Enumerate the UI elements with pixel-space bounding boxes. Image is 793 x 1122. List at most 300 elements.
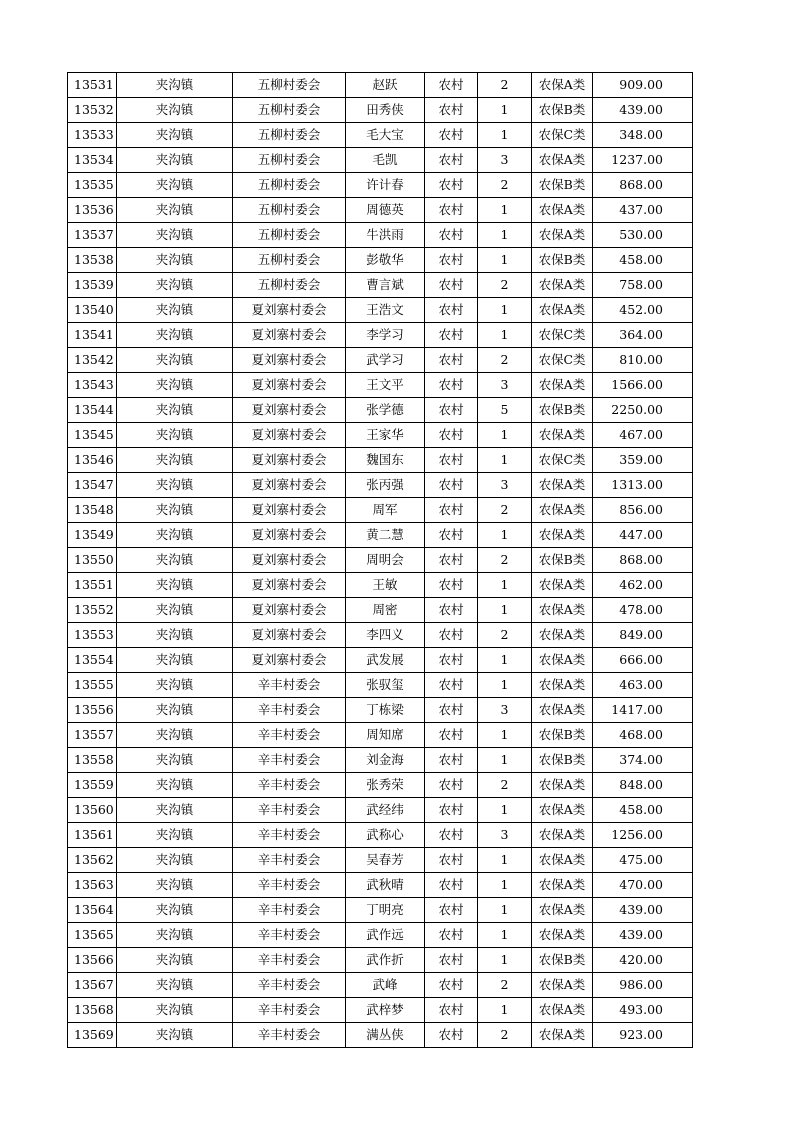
- household-type-cell: 农村: [425, 873, 478, 898]
- table-row: [68, 173, 693, 198]
- household-type-cell: 农村: [425, 98, 478, 123]
- person-name-cell: 武发展: [346, 648, 425, 673]
- household-type-cell: 农村: [425, 473, 478, 498]
- insurance-category-cell: 农保B类: [532, 173, 593, 198]
- table-row: [68, 423, 693, 448]
- member-count-cell: 2: [478, 623, 532, 648]
- table-row: [68, 298, 693, 323]
- serial-number-cell: 13565: [68, 923, 117, 948]
- household-type-cell: 农村: [425, 548, 478, 573]
- insurance-category-cell: 农保A类: [532, 223, 593, 248]
- serial-number-cell: 13566: [68, 948, 117, 973]
- village-committee-cell: 辛丰村委会: [233, 1023, 346, 1048]
- serial-number-cell: 13534: [68, 148, 117, 173]
- insurance-category-cell: 农保A类: [532, 198, 593, 223]
- village-committee-cell: 夏刘寨村委会: [233, 398, 346, 423]
- village-committee-cell: 五柳村委会: [233, 148, 346, 173]
- household-type-cell: 农村: [425, 523, 478, 548]
- town-cell: 夹沟镇: [117, 373, 233, 398]
- table-row: [68, 398, 693, 423]
- amount-cell: 1566.00: [593, 373, 693, 398]
- amount-cell: 420.00: [593, 948, 693, 973]
- village-committee-cell: 夏刘寨村委会: [233, 598, 346, 623]
- town-cell: 夹沟镇: [117, 173, 233, 198]
- person-name-cell: 彭敬华: [346, 248, 425, 273]
- table-row: [68, 598, 693, 623]
- serial-number-cell: 13553: [68, 623, 117, 648]
- town-cell: 夹沟镇: [117, 1023, 233, 1048]
- town-cell: 夹沟镇: [117, 323, 233, 348]
- insurance-category-cell: 农保A类: [532, 873, 593, 898]
- serial-number-cell: 13564: [68, 898, 117, 923]
- member-count-cell: 3: [478, 473, 532, 498]
- town-cell: 夹沟镇: [117, 423, 233, 448]
- household-type-cell: 农村: [425, 1023, 478, 1048]
- town-cell: 夹沟镇: [117, 273, 233, 298]
- amount-cell: 468.00: [593, 723, 693, 748]
- serial-number-cell: 13537: [68, 223, 117, 248]
- village-committee-cell: 夏刘寨村委会: [233, 423, 346, 448]
- allowance-table: [67, 72, 693, 1048]
- village-committee-cell: 辛丰村委会: [233, 873, 346, 898]
- household-type-cell: 农村: [425, 898, 478, 923]
- member-count-cell: 1: [478, 423, 532, 448]
- village-committee-cell: 五柳村委会: [233, 273, 346, 298]
- village-committee-cell: 辛丰村委会: [233, 723, 346, 748]
- table-row: [68, 848, 693, 873]
- person-name-cell: 黄二慧: [346, 523, 425, 548]
- member-count-cell: 2: [478, 773, 532, 798]
- member-count-cell: 1: [478, 123, 532, 148]
- person-name-cell: 张学德: [346, 398, 425, 423]
- person-name-cell: 王浩文: [346, 298, 425, 323]
- serial-number-cell: 13557: [68, 723, 117, 748]
- amount-cell: 909.00: [593, 73, 693, 98]
- table-row: [68, 623, 693, 648]
- village-committee-cell: 辛丰村委会: [233, 998, 346, 1023]
- amount-cell: 364.00: [593, 323, 693, 348]
- member-count-cell: 1: [478, 923, 532, 948]
- member-count-cell: 3: [478, 373, 532, 398]
- village-committee-cell: 夏刘寨村委会: [233, 498, 346, 523]
- table-row: [68, 148, 693, 173]
- member-count-cell: 1: [478, 873, 532, 898]
- person-name-cell: 武梓梦: [346, 998, 425, 1023]
- member-count-cell: 1: [478, 198, 532, 223]
- serial-number-cell: 13546: [68, 448, 117, 473]
- table-row: [68, 373, 693, 398]
- amount-cell: 1417.00: [593, 698, 693, 723]
- member-count-cell: 1: [478, 98, 532, 123]
- village-committee-cell: 夏刘寨村委会: [233, 448, 346, 473]
- serial-number-cell: 13552: [68, 598, 117, 623]
- household-type-cell: 农村: [425, 723, 478, 748]
- insurance-category-cell: 农保A类: [532, 673, 593, 698]
- table-row: [68, 948, 693, 973]
- member-count-cell: 2: [478, 548, 532, 573]
- amount-cell: 1237.00: [593, 148, 693, 173]
- serial-number-cell: 13562: [68, 848, 117, 873]
- serial-number-cell: 13539: [68, 273, 117, 298]
- serial-number-cell: 13533: [68, 123, 117, 148]
- town-cell: 夹沟镇: [117, 873, 233, 898]
- town-cell: 夹沟镇: [117, 973, 233, 998]
- household-type-cell: 农村: [425, 623, 478, 648]
- town-cell: 夹沟镇: [117, 948, 233, 973]
- village-committee-cell: 五柳村委会: [233, 98, 346, 123]
- person-name-cell: 丁栋梁: [346, 698, 425, 723]
- insurance-category-cell: 农保B类: [532, 548, 593, 573]
- village-committee-cell: 辛丰村委会: [233, 748, 346, 773]
- serial-number-cell: 13560: [68, 798, 117, 823]
- serial-number-cell: 13535: [68, 173, 117, 198]
- member-count-cell: 3: [478, 698, 532, 723]
- household-type-cell: 农村: [425, 698, 478, 723]
- amount-cell: 1256.00: [593, 823, 693, 848]
- person-name-cell: 王敏: [346, 573, 425, 598]
- member-count-cell: 1: [478, 798, 532, 823]
- table-body: [68, 73, 693, 1048]
- village-committee-cell: 夏刘寨村委会: [233, 573, 346, 598]
- town-cell: 夹沟镇: [117, 248, 233, 273]
- amount-cell: 478.00: [593, 598, 693, 623]
- serial-number-cell: 13532: [68, 98, 117, 123]
- village-committee-cell: 辛丰村委会: [233, 798, 346, 823]
- serial-number-cell: 13549: [68, 523, 117, 548]
- person-name-cell: 周德英: [346, 198, 425, 223]
- person-name-cell: 周密: [346, 598, 425, 623]
- table-row: [68, 573, 693, 598]
- household-type-cell: 农村: [425, 298, 478, 323]
- town-cell: 夹沟镇: [117, 198, 233, 223]
- member-count-cell: 1: [478, 898, 532, 923]
- person-name-cell: 周军: [346, 498, 425, 523]
- town-cell: 夹沟镇: [117, 598, 233, 623]
- member-count-cell: 1: [478, 948, 532, 973]
- member-count-cell: 1: [478, 748, 532, 773]
- amount-cell: 856.00: [593, 498, 693, 523]
- table-row: [68, 673, 693, 698]
- household-type-cell: 农村: [425, 998, 478, 1023]
- person-name-cell: 张丙强: [346, 473, 425, 498]
- amount-cell: 986.00: [593, 973, 693, 998]
- insurance-category-cell: 农保A类: [532, 523, 593, 548]
- person-name-cell: 魏国东: [346, 448, 425, 473]
- village-committee-cell: 夏刘寨村委会: [233, 373, 346, 398]
- town-cell: 夹沟镇: [117, 823, 233, 848]
- village-committee-cell: 辛丰村委会: [233, 898, 346, 923]
- table-row: [68, 473, 693, 498]
- serial-number-cell: 13544: [68, 398, 117, 423]
- serial-number-cell: 13542: [68, 348, 117, 373]
- household-type-cell: 农村: [425, 398, 478, 423]
- town-cell: 夹沟镇: [117, 223, 233, 248]
- insurance-category-cell: 农保A类: [532, 148, 593, 173]
- village-committee-cell: 辛丰村委会: [233, 698, 346, 723]
- household-type-cell: 农村: [425, 598, 478, 623]
- table-row: [68, 698, 693, 723]
- amount-cell: 447.00: [593, 523, 693, 548]
- table-row: [68, 323, 693, 348]
- member-count-cell: 1: [478, 598, 532, 623]
- person-name-cell: 武经纬: [346, 798, 425, 823]
- person-name-cell: 王家华: [346, 423, 425, 448]
- amount-cell: 530.00: [593, 223, 693, 248]
- insurance-category-cell: 农保A类: [532, 273, 593, 298]
- amount-cell: 868.00: [593, 548, 693, 573]
- serial-number-cell: 13563: [68, 873, 117, 898]
- person-name-cell: 丁明亮: [346, 898, 425, 923]
- serial-number-cell: 13568: [68, 998, 117, 1023]
- person-name-cell: 满丛侠: [346, 1023, 425, 1048]
- insurance-category-cell: 农保A类: [532, 598, 593, 623]
- member-count-cell: 1: [478, 223, 532, 248]
- table-row: [68, 898, 693, 923]
- member-count-cell: 2: [478, 498, 532, 523]
- household-type-cell: 农村: [425, 973, 478, 998]
- amount-cell: 666.00: [593, 648, 693, 673]
- serial-number-cell: 13554: [68, 648, 117, 673]
- table-row: [68, 773, 693, 798]
- insurance-category-cell: 农保A类: [532, 498, 593, 523]
- amount-cell: 452.00: [593, 298, 693, 323]
- amount-cell: 493.00: [593, 998, 693, 1023]
- town-cell: 夹沟镇: [117, 148, 233, 173]
- insurance-category-cell: 农保A类: [532, 973, 593, 998]
- person-name-cell: 毛凯: [346, 148, 425, 173]
- amount-cell: 437.00: [593, 198, 693, 223]
- amount-cell: 359.00: [593, 448, 693, 473]
- town-cell: 夹沟镇: [117, 123, 233, 148]
- table-row: [68, 498, 693, 523]
- town-cell: 夹沟镇: [117, 623, 233, 648]
- household-type-cell: 农村: [425, 373, 478, 398]
- village-committee-cell: 五柳村委会: [233, 223, 346, 248]
- table-row: [68, 748, 693, 773]
- member-count-cell: 1: [478, 648, 532, 673]
- household-type-cell: 农村: [425, 923, 478, 948]
- town-cell: 夹沟镇: [117, 798, 233, 823]
- serial-number-cell: 13548: [68, 498, 117, 523]
- member-count-cell: 2: [478, 973, 532, 998]
- member-count-cell: 5: [478, 398, 532, 423]
- household-type-cell: 农村: [425, 648, 478, 673]
- amount-cell: 348.00: [593, 123, 693, 148]
- village-committee-cell: 辛丰村委会: [233, 948, 346, 973]
- amount-cell: 374.00: [593, 748, 693, 773]
- town-cell: 夹沟镇: [117, 648, 233, 673]
- insurance-category-cell: 农保A类: [532, 373, 593, 398]
- household-type-cell: 农村: [425, 348, 478, 373]
- table-row: [68, 123, 693, 148]
- town-cell: 夹沟镇: [117, 298, 233, 323]
- table-row: [68, 98, 693, 123]
- serial-number-cell: 13536: [68, 198, 117, 223]
- member-count-cell: 1: [478, 323, 532, 348]
- member-count-cell: 1: [478, 248, 532, 273]
- amount-cell: 810.00: [593, 348, 693, 373]
- amount-cell: 848.00: [593, 773, 693, 798]
- table-row: [68, 248, 693, 273]
- table-row: [68, 923, 693, 948]
- member-count-cell: 2: [478, 348, 532, 373]
- table-row: [68, 823, 693, 848]
- table-row: [68, 523, 693, 548]
- town-cell: 夹沟镇: [117, 473, 233, 498]
- person-name-cell: 王文平: [346, 373, 425, 398]
- person-name-cell: 毛大宝: [346, 123, 425, 148]
- serial-number-cell: 13538: [68, 248, 117, 273]
- household-type-cell: 农村: [425, 223, 478, 248]
- amount-cell: 467.00: [593, 423, 693, 448]
- amount-cell: 458.00: [593, 798, 693, 823]
- insurance-category-cell: 农保A类: [532, 823, 593, 848]
- insurance-category-cell: 农保A类: [532, 698, 593, 723]
- table-row: [68, 448, 693, 473]
- household-type-cell: 农村: [425, 148, 478, 173]
- serial-number-cell: 13545: [68, 423, 117, 448]
- serial-number-cell: 13543: [68, 373, 117, 398]
- serial-number-cell: 13555: [68, 673, 117, 698]
- person-name-cell: 武秋晴: [346, 873, 425, 898]
- insurance-category-cell: 农保A类: [532, 623, 593, 648]
- amount-cell: 463.00: [593, 673, 693, 698]
- household-type-cell: 农村: [425, 748, 478, 773]
- insurance-category-cell: 农保A类: [532, 923, 593, 948]
- insurance-category-cell: 农保A类: [532, 848, 593, 873]
- insurance-category-cell: 农保A类: [532, 473, 593, 498]
- insurance-category-cell: 农保A类: [532, 898, 593, 923]
- village-committee-cell: 夏刘寨村委会: [233, 473, 346, 498]
- household-type-cell: 农村: [425, 948, 478, 973]
- table-row: [68, 998, 693, 1023]
- member-count-cell: 1: [478, 673, 532, 698]
- household-type-cell: 农村: [425, 798, 478, 823]
- member-count-cell: 2: [478, 173, 532, 198]
- person-name-cell: 许计春: [346, 173, 425, 198]
- serial-number-cell: 13551: [68, 573, 117, 598]
- member-count-cell: 1: [478, 448, 532, 473]
- amount-cell: 868.00: [593, 173, 693, 198]
- person-name-cell: 张秀荣: [346, 773, 425, 798]
- village-committee-cell: 五柳村委会: [233, 73, 346, 98]
- person-name-cell: 张驭玺: [346, 673, 425, 698]
- member-count-cell: 3: [478, 148, 532, 173]
- household-type-cell: 农村: [425, 273, 478, 298]
- insurance-category-cell: 农保C类: [532, 123, 593, 148]
- person-name-cell: 周明会: [346, 548, 425, 573]
- insurance-category-cell: 农保B类: [532, 398, 593, 423]
- person-name-cell: 武称心: [346, 823, 425, 848]
- table-row: [68, 973, 693, 998]
- insurance-category-cell: 农保C类: [532, 448, 593, 473]
- insurance-category-cell: 农保B类: [532, 98, 593, 123]
- household-type-cell: 农村: [425, 198, 478, 223]
- insurance-category-cell: 农保B类: [532, 948, 593, 973]
- village-committee-cell: 夏刘寨村委会: [233, 648, 346, 673]
- village-committee-cell: 夏刘寨村委会: [233, 623, 346, 648]
- table-row: [68, 873, 693, 898]
- town-cell: 夹沟镇: [117, 73, 233, 98]
- amount-cell: 849.00: [593, 623, 693, 648]
- town-cell: 夹沟镇: [117, 523, 233, 548]
- household-type-cell: 农村: [425, 498, 478, 523]
- village-committee-cell: 五柳村委会: [233, 248, 346, 273]
- town-cell: 夹沟镇: [117, 998, 233, 1023]
- table-row: [68, 273, 693, 298]
- person-name-cell: 曹言斌: [346, 273, 425, 298]
- town-cell: 夹沟镇: [117, 773, 233, 798]
- household-type-cell: 农村: [425, 848, 478, 873]
- member-count-cell: 1: [478, 723, 532, 748]
- household-type-cell: 农村: [425, 773, 478, 798]
- member-count-cell: 1: [478, 848, 532, 873]
- household-type-cell: 农村: [425, 323, 478, 348]
- town-cell: 夹沟镇: [117, 923, 233, 948]
- table-row: [68, 648, 693, 673]
- serial-number-cell: 13550: [68, 548, 117, 573]
- member-count-cell: 1: [478, 998, 532, 1023]
- village-committee-cell: 夏刘寨村委会: [233, 298, 346, 323]
- insurance-category-cell: 农保A类: [532, 298, 593, 323]
- amount-cell: 439.00: [593, 923, 693, 948]
- insurance-category-cell: 农保B类: [532, 748, 593, 773]
- village-committee-cell: 五柳村委会: [233, 123, 346, 148]
- member-count-cell: 1: [478, 573, 532, 598]
- insurance-category-cell: 农保A类: [532, 998, 593, 1023]
- household-type-cell: 农村: [425, 73, 478, 98]
- table-row: [68, 723, 693, 748]
- person-name-cell: 田秀侠: [346, 98, 425, 123]
- household-type-cell: 农村: [425, 173, 478, 198]
- serial-number-cell: 13541: [68, 323, 117, 348]
- serial-number-cell: 13567: [68, 973, 117, 998]
- village-committee-cell: 辛丰村委会: [233, 973, 346, 998]
- insurance-category-cell: 农保B类: [532, 723, 593, 748]
- person-name-cell: 周知席: [346, 723, 425, 748]
- town-cell: 夹沟镇: [117, 723, 233, 748]
- household-type-cell: 农村: [425, 448, 478, 473]
- village-committee-cell: 辛丰村委会: [233, 823, 346, 848]
- person-name-cell: 武作折: [346, 948, 425, 973]
- amount-cell: 439.00: [593, 98, 693, 123]
- amount-cell: 923.00: [593, 1023, 693, 1048]
- household-type-cell: 农村: [425, 823, 478, 848]
- household-type-cell: 农村: [425, 423, 478, 448]
- household-type-cell: 农村: [425, 123, 478, 148]
- serial-number-cell: 13559: [68, 773, 117, 798]
- person-name-cell: 李学习: [346, 323, 425, 348]
- village-committee-cell: 辛丰村委会: [233, 673, 346, 698]
- town-cell: 夹沟镇: [117, 898, 233, 923]
- household-type-cell: 农村: [425, 573, 478, 598]
- insurance-category-cell: 农保A类: [532, 1023, 593, 1048]
- member-count-cell: 2: [478, 73, 532, 98]
- household-type-cell: 农村: [425, 248, 478, 273]
- table-row: [68, 198, 693, 223]
- amount-cell: 758.00: [593, 273, 693, 298]
- village-committee-cell: 辛丰村委会: [233, 923, 346, 948]
- town-cell: 夹沟镇: [117, 548, 233, 573]
- village-committee-cell: 夏刘寨村委会: [233, 523, 346, 548]
- town-cell: 夹沟镇: [117, 498, 233, 523]
- serial-number-cell: 13531: [68, 73, 117, 98]
- village-committee-cell: 夏刘寨村委会: [233, 548, 346, 573]
- village-committee-cell: 夏刘寨村委会: [233, 348, 346, 373]
- amount-cell: 458.00: [593, 248, 693, 273]
- village-committee-cell: 辛丰村委会: [233, 848, 346, 873]
- town-cell: 夹沟镇: [117, 448, 233, 473]
